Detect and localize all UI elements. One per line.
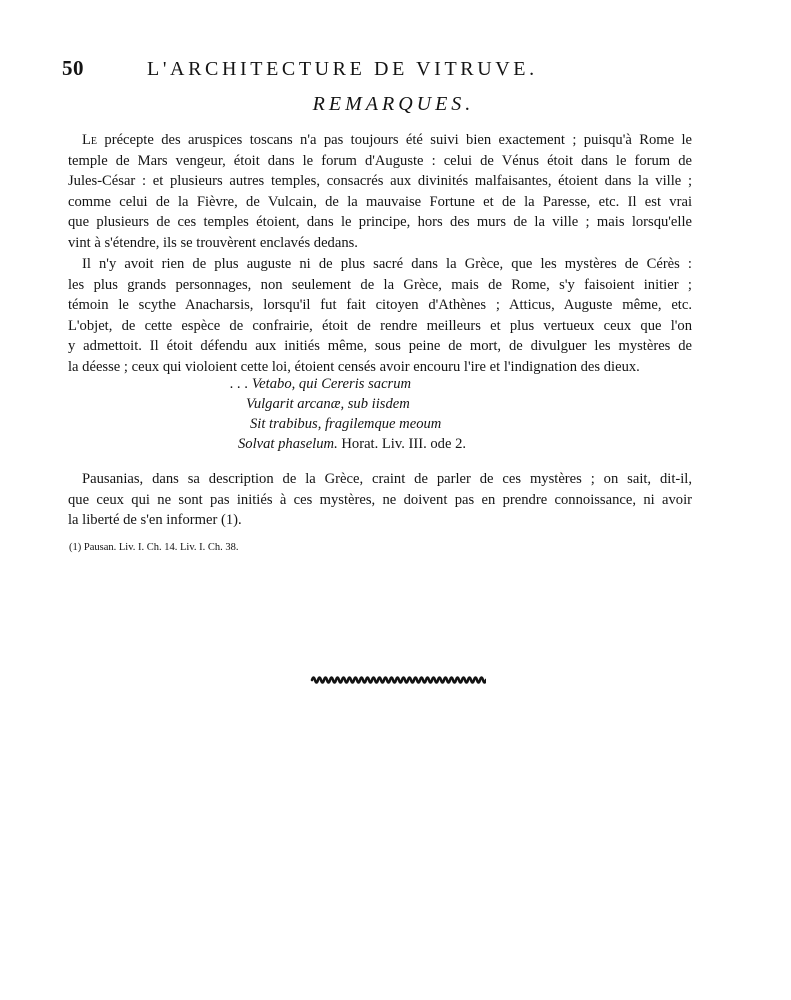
footnote: (1) Pausan. Liv. I. Ch. 14. Liv. I. Ch. 38. [69,542,239,553]
paragraph-line: témoin le scythe Anacharsis, lorsqu'il fut fait citoyen d'Athènes ; Atticus, Auguste même, etc. [68,297,692,313]
paragraph-line: la liberté de s'en informer (1). [68,512,242,528]
section-title-text: REMARQUES. [312,93,475,115]
running-title: L'ARCHITECTURE DE VITRUVE. [147,58,538,80]
paragraph-line: Il n'y avoit rien de plus auguste ni de plus sacré dans la Grèce, que les mystères de Cérès : [82,256,692,272]
page-number: 50 [62,56,84,80]
paragraph-line: que ceux qui ne sont pas initiés à ces mystères, ne doivent pas en prendre connoissance, ni avoir [68,491,692,508]
paragraph-line: Pausanias, dans sa description de la Grèce, craint de parler de ces mystères ; on sait, dit-il, [82,471,692,487]
paragraph-line: L'objet, de cette espèce de confrairie, étoit de rendre meilleurs et plus vertueux ceux que l'on [68,317,692,334]
paragraph-3 [68,469,692,531]
page-header [62,56,642,82]
verse-line-text: Solvat phaselum. [238,436,338,452]
paragraph-line: y admettoit. Il étoit défendu aux initiés même, sous peine de mort, de divulguer les mystères de [68,338,692,354]
verse-line: Vulgarit arcanæ, sub iisdem [246,396,410,412]
paragraph-1 [68,130,692,253]
paragraph-line: temple de Mars vengeur, étoit dans le forum d'Auguste : celui de Vénus étoit dans le forum de [68,152,692,169]
paragraph-line: la déesse ; ceux qui violoient cette loi, étoient censés avoir encouru l'ire et l'indignation des dieux. [68,358,640,375]
verse-line [230,434,466,454]
paragraph-line [68,130,692,151]
verse-line: . . . Vetabo, qui Cereris sacrum [230,376,412,392]
verse-citation: Horat. Liv. III. ode 2. [337,436,467,452]
paragraph-line: vint à s'étendre, ils se trouvèrent enclavés dedans. [68,234,358,251]
section-title [0,93,791,116]
paragraph-line: Jules-César : et plusieurs autres temples, consacrés aux divinités malfaisantes, étoient dans la ville ; [68,173,692,189]
paragraph-line-text: précepte des aruspices toscans n'a pas toujours été suivi bien exactement ; puisqu'à Rome le [97,132,692,148]
paragraph-line: comme celui de la Fièvre, de Vulcain, de la mauvaise Fortune et de la Paresse, etc. Il est vrai [68,193,692,210]
paragraph-2 [68,254,692,377]
latin-verse-quote [230,374,466,454]
verse-line: Sit trabibus, fragilemque meoum [250,416,442,432]
wavy-rule-ornament [310,673,486,687]
drop-word: Le [82,132,98,148]
paragraph-line: les plus grands personnages, non seulement de la Grèce, mais de Rome, s'y faisoient initier ; [68,276,692,293]
paragraph-line: que plusieurs de ces temples étoient, dans le principe, hors des murs de la ville ; mais lorsqu'elle [68,214,692,230]
